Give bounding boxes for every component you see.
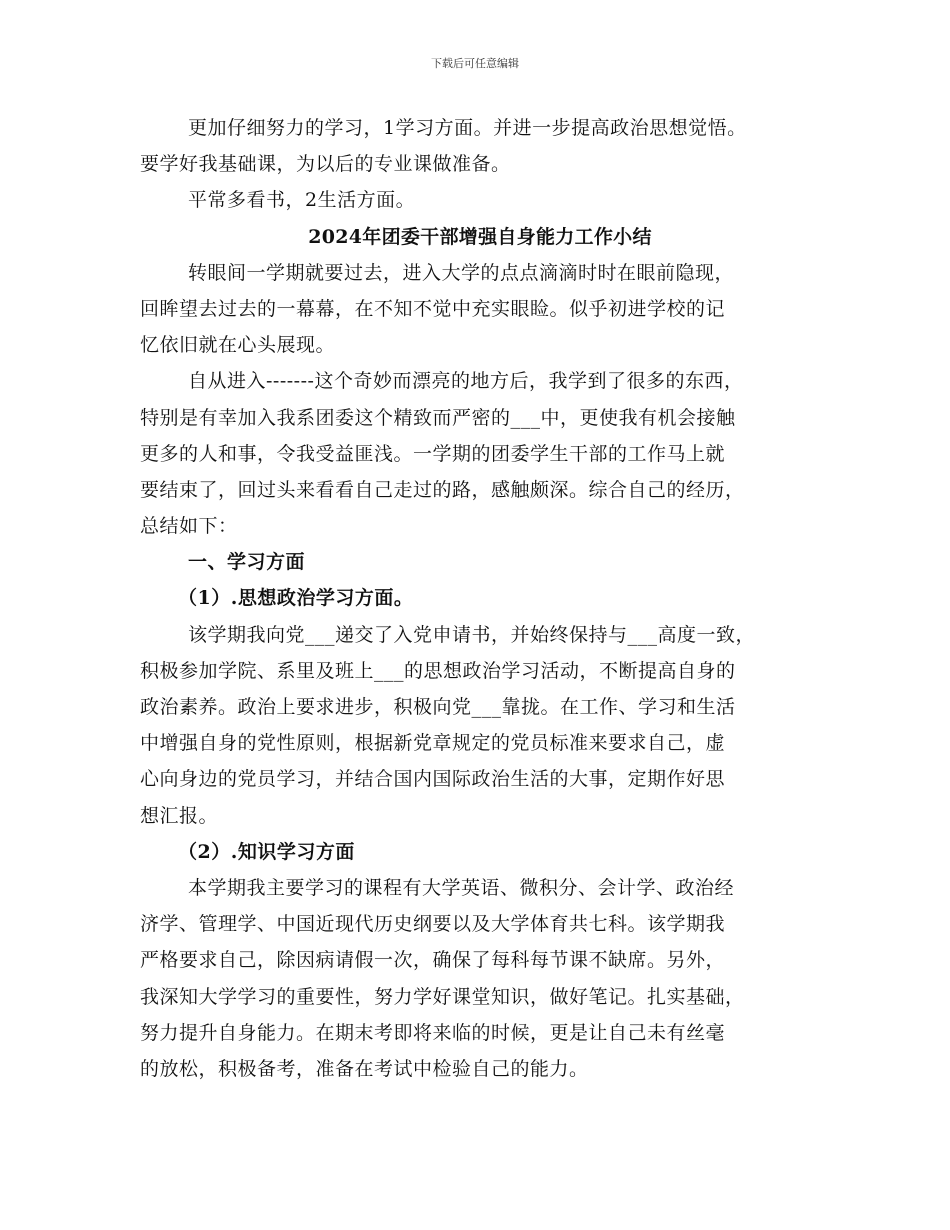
paragraph-line: 更多的人和事，令我受益匪浅。一学期的团委学生干部的工作马上就 <box>140 442 726 465</box>
paragraph-line: 我深知大学学习的重要性，努力学好课堂知识，做好笔记。扎实基础， <box>140 985 745 1008</box>
paragraph-line: 严格要求自己，除因病请假一次，确保了每科每节课不缺席。另外， <box>140 949 726 972</box>
paragraph-line: 积极参加学院、系里及班上___的思想政治学习活动，不断提高自身的 <box>140 659 736 682</box>
document-body <box>140 110 820 1087</box>
paragraph-line: 转眼间一学期就要过去，进入大学的点点滴滴时时在眼前隐现， <box>188 261 735 284</box>
paragraph-line: 回眸望去过去的一幕幕，在不知不觉中充实眼睑。似乎初进学校的记 <box>140 297 726 320</box>
section-heading: 一、学习方面 <box>188 551 306 574</box>
paragraph-line: 要学好我基础课，为以后的专业课做准备。 <box>140 153 511 176</box>
paragraph-line: 政治素养。政治上要求进步，积极向党___靠拢。在工作、学习和生活 <box>140 696 736 718</box>
paragraph-line: 中增强自身的党性原则，根据新党章规定的党员标准来要求自己，虚 <box>140 732 726 755</box>
paragraph-line: 该学期我向党___递交了入党申请书，并始终保持与___高度一致， <box>188 623 756 646</box>
subsection-heading: （2）.知识学习方面 <box>178 840 355 863</box>
paragraph-line: 总结如下： <box>140 515 238 538</box>
paragraph-line: 本学期我主要学习的课程有大学英语、微积分、会计学、政治经 <box>188 876 735 899</box>
document-title: 2024年团委干部增强自身能力工作小结 <box>308 225 652 248</box>
subsection-heading: （1）.思想政治学习方面。 <box>178 587 414 610</box>
paragraph-line: 要结束了，回过头来看看自己走过的路，感触颇深。综合自己的经历， <box>140 478 745 501</box>
paragraph-line: 努力提升自身能力。在期末考即将来临的时候，更是让自己未有丝毫 <box>140 1021 726 1044</box>
paragraph-line: 更加仔细努力的学习，1学习方面。并进一步提高政治思想觉悟。 <box>188 117 747 139</box>
paragraph-line: 忆依旧就在心头展现。 <box>140 334 336 357</box>
paragraph-line: 心向身边的党员学习，并结合国内国际政治生活的大事，定期作好思 <box>140 768 726 791</box>
paragraph-line: 的放松，积极备考，准备在考试中检验自己的能力。 <box>140 1057 589 1080</box>
paragraph-line: 平常多看书，2生活方面。 <box>188 189 416 212</box>
page-header: 下载后可任意编辑 <box>431 57 519 70</box>
paragraph-line: 想汇报。 <box>140 804 219 827</box>
paragraph-line: 济学、管理学、中国近现代历史纲要以及大学体育共七科。该学期我 <box>140 913 726 936</box>
paragraph-line: 自从进入-------这个奇妙而漂亮的地方后，我学到了很多的东西， <box>188 370 744 393</box>
paragraph-line: 特别是有幸加入我系团委这个精致而严密的___中，更使我有机会接触 <box>140 406 736 429</box>
